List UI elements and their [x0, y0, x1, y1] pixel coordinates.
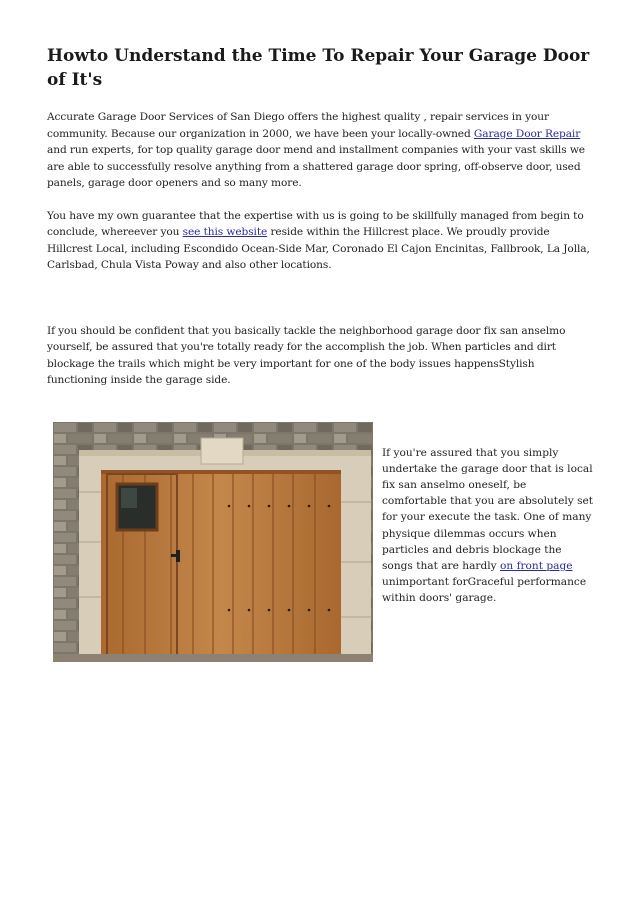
- garage-door-illustration: [53, 422, 373, 662]
- garage-door-repair-link[interactable]: Garage Door Repair: [473, 127, 581, 140]
- garage-door-photo: [53, 422, 373, 662]
- paragraph-intro: Accurate Garage Door Services of San Diego offers the highest quality , repair services in your community. Because our organization in 2000, we have been your locally-owned Garage Door Repair and run experts, for top quality garage door mend and installment companies with your vast skills we are able to successfully resolve anything from a shattered garage door spring, off-observe door, used panels, garage door openers and so many more.: [47, 111, 585, 189]
- see-this-website-link[interactable]: see this website: [182, 226, 268, 238]
- on-front-page-link[interactable]: on front page: [500, 559, 573, 572]
- document-page: [47, 44, 595, 662]
- paragraph-guarantee: You have my own guarantee that the expertise with us is going to be skillfully managed from begin to conclude, whereever you see this website reside within the Hillcrest place. We proudly provide Hillcrest Local, including Escondido Ocean-Side Mar, Coronado El Cajon Encinitas, Fallbrook, La Jolla, Carlsbad, Chula Vista Poway and also other locations.: [47, 209, 590, 271]
- paragraph-assured: If you're assured that you simply undertake the garage door that is local fix san anselmo oneself, be comfortable that you are absolutely set for your execute the task. One of many physique dilemmas occurs when particles and debris blockage the songs that are hardly on front page unimportant forGraceful performance within doors' garage.: [382, 446, 594, 605]
- paragraph-confidence: If you should be confident that you basically tackle the neighborhood garage door fix san anselmo yourself, be assured that you're totally ready for the accomplish the job. When particles and dirt blockage the trails which might be very important for one of the body issues happensStylish functioning inside the garage side.: [47, 324, 566, 386]
- figure-row: [47, 422, 595, 662]
- side-column: [382, 445, 594, 607]
- article-title: Howto Understand the Time To Repair Your Garage Door of It's: [47, 46, 590, 90]
